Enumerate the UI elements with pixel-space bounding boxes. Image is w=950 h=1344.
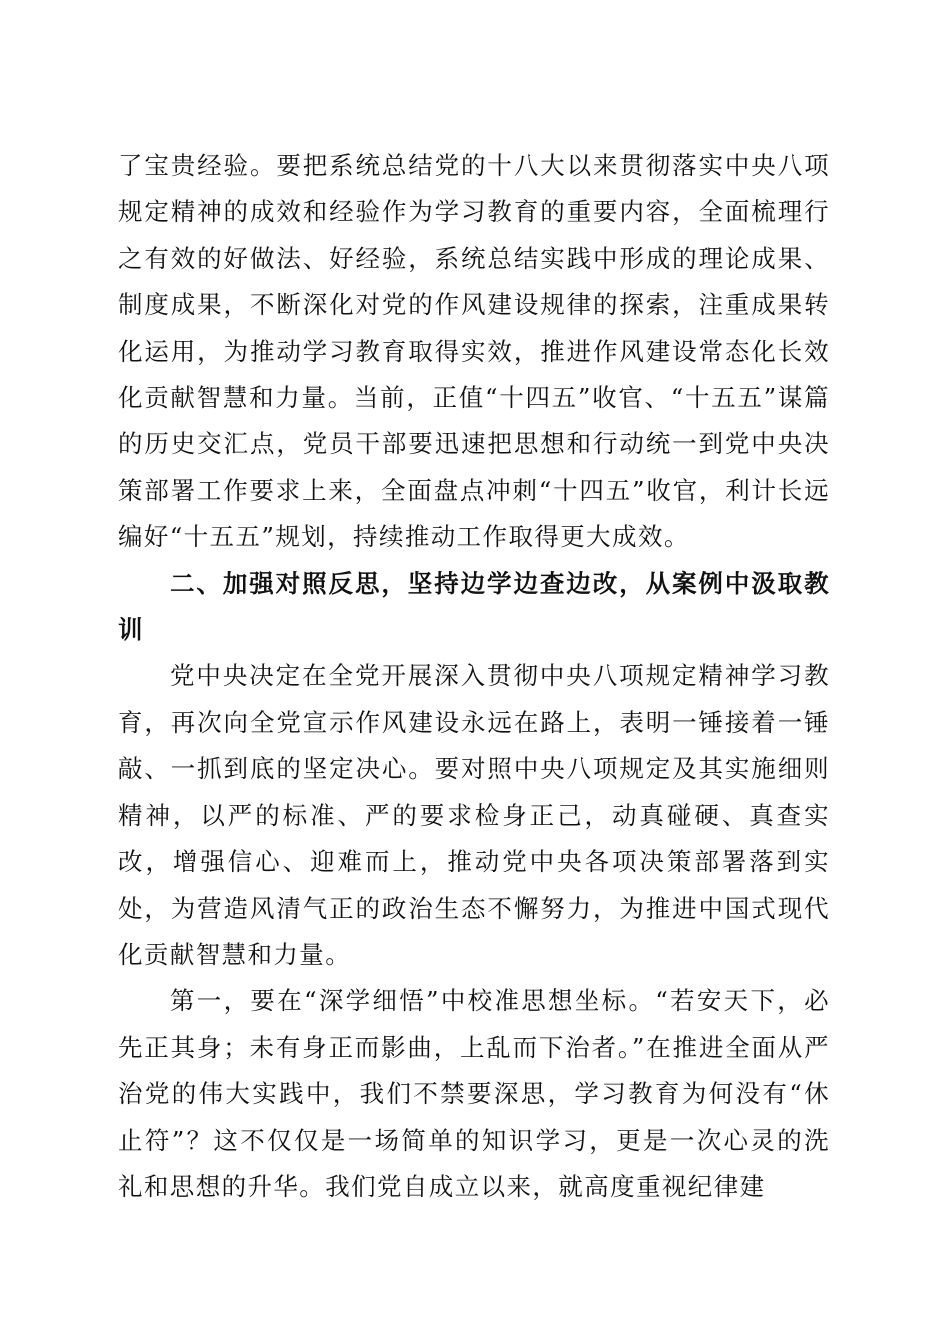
paragraph-continuation: 了宝贵经验。要把系统总结党的十八大以来贯彻落实中央八项规定精神的成效和经验作为学习教育的重要内容，全面梳理行之有效的好做法、好经验，系统总结实践中形成的理论成果、制度成果，不断深化对党的作风建设规律的探索，注重成果转化运用，为推动学习教育取得实效，推进作风建设常态化长效化贡献智慧和力量。当前，正值“十四五”收官、“十五五”谋篇的历史交汇点，党员干部要迅速把思想和行动统一到党中央决策部署工作要求上来，全面盘点冲刺“十四五”收官，利计长远编好“十五五”规划，持续推动工作取得更大成效。 <box>118 151 830 552</box>
section-heading-2: 二、加强对照反思，坚持边学边查边改，从案例中汲取教训 <box>118 568 830 645</box>
paragraph-first-point: 第一，要在“深学细悟”中校准思想坐标。“若安天下，必先正其身；未有身正而影曲，上乱而下治者。”在推进全面从严治党的伟大实践中，我们不禁要深思，学习教育为何没有“休止符”？这不仅仅是一场简单的知识学习，更是一次心灵的洗礼和思想的升华。我们党自成立以来，就高度重视纪律建 <box>118 986 830 1201</box>
document-body <box>118 143 830 1210</box>
paragraph-section-intro: 党中央决定在全党开展深入贯彻中央八项规定精神学习教育，再次向全党宣示作风建设永远在路上，表明一锤接着一锤敲、一抓到底的坚定决心。要对照中央八项规定及其实施细则精神，以严的标准、严的要求检身正己，动真碰硬、真查实改，增强信心、迎难而上，推动党中央各项决策部署落到实处，为营造风清气正的政治生态不懈努力，为推进中国式现代化贡献智慧和力量。 <box>118 661 830 969</box>
